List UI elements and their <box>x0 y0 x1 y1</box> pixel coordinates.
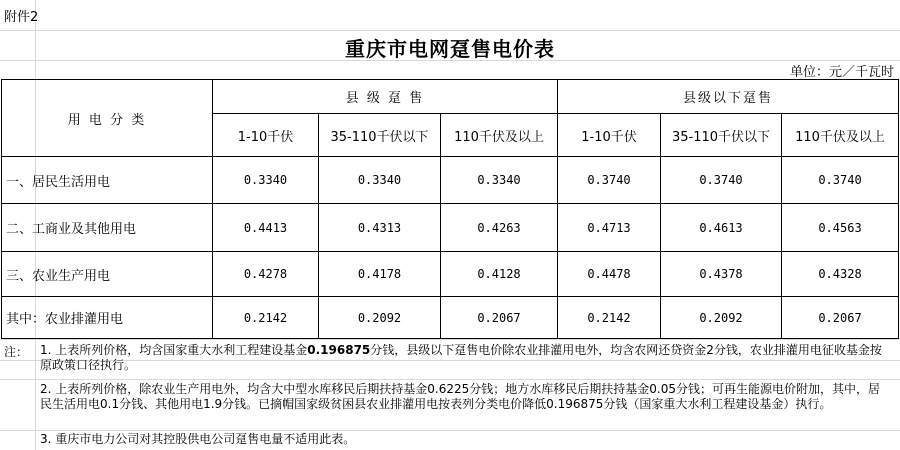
price-cell: 0.2067 <box>441 297 558 339</box>
note-3: 3. 重庆市电力公司对其控股供电公司趸售电量不适用此表。 <box>40 432 356 446</box>
note-2: 2. 上表所列价格，除农业生产用电外，均含大中型水库移民后期扶持基金0.6225分钱；地方水库移民后期扶持基金0.05分钱；可再生能源电价附加，其中，居民生活用电0.1分钱、其他用电1.9分钱。已摘帽国家级贫困县农业排灌用电按表列分类电价降低0.196875分钱（国家重大水利工程建设基金）执行。 <box>40 382 888 412</box>
note-1 <box>40 343 888 373</box>
row-category: 三、农业生产用电 <box>2 252 213 297</box>
price-cell: 0.4613 <box>661 204 782 252</box>
group-header-county: 县 级 趸 售 <box>213 80 558 114</box>
price-cell: 0.4713 <box>558 204 661 252</box>
price-cell: 0.4128 <box>441 252 558 297</box>
table-row <box>2 157 899 204</box>
price-cell: 0.3740 <box>661 157 782 204</box>
voltage-header: 1-10千伏 <box>558 114 661 157</box>
price-cell: 0.2092 <box>661 297 782 339</box>
category-header: 用 电 分 类 <box>2 80 213 157</box>
price-cell: 0.4313 <box>319 204 441 252</box>
voltage-header: 110千伏及以上 <box>441 114 558 157</box>
price-cell: 0.4478 <box>558 252 661 297</box>
row-category: 二、工商业及其他用电 <box>2 204 213 252</box>
notes-label: 注： <box>4 345 29 359</box>
row-category: 一、居民生活用电 <box>2 157 213 204</box>
note-1-fund-value: 0.196875 <box>307 343 371 357</box>
attachment-label: 附件2 <box>4 10 39 25</box>
price-cell: 0.3740 <box>782 157 899 204</box>
page-title: 重庆市电网趸售电价表 <box>345 37 555 61</box>
price-cell: 0.4263 <box>441 204 558 252</box>
price-cell: 0.4278 <box>213 252 319 297</box>
price-cell: 0.3340 <box>319 157 441 204</box>
price-cell: 0.2092 <box>319 297 441 339</box>
voltage-header: 110千伏及以上 <box>782 114 899 157</box>
table-row <box>2 252 899 297</box>
price-cell: 0.2142 <box>213 297 319 339</box>
header-row-groups <box>2 80 899 114</box>
voltage-header: 1-10千伏 <box>213 114 319 157</box>
voltage-header: 35-110千伏以下 <box>661 114 782 157</box>
price-cell: 0.4413 <box>213 204 319 252</box>
price-table <box>1 79 899 339</box>
table-row <box>2 204 899 252</box>
price-cell: 0.2142 <box>558 297 661 339</box>
price-cell: 0.4378 <box>661 252 782 297</box>
note-1-text-rest: 分钱，县级以下趸售电价除农业排灌用电外，均含农网还贷资金2分钱，农业排灌用电征收基金按原政策口径执行。 <box>40 343 882 372</box>
unit-label: 单位：元／千瓦时 <box>789 65 894 80</box>
table-row <box>2 297 899 339</box>
group-header-below-county: 县级以下趸售 <box>558 80 899 114</box>
row-category: 其中：农业排灌用电 <box>2 297 213 339</box>
price-cell: 0.4563 <box>782 204 899 252</box>
price-cell: 0.2067 <box>782 297 899 339</box>
voltage-header: 35-110千伏以下 <box>319 114 441 157</box>
price-cell: 0.4328 <box>782 252 899 297</box>
price-cell: 0.4178 <box>319 252 441 297</box>
price-cell: 0.3340 <box>441 157 558 204</box>
note-1-text: 1. 上表所列价格，均含国家重大水利工程建设基金 <box>40 343 308 357</box>
price-cell: 0.3340 <box>213 157 319 204</box>
price-cell: 0.3740 <box>558 157 661 204</box>
